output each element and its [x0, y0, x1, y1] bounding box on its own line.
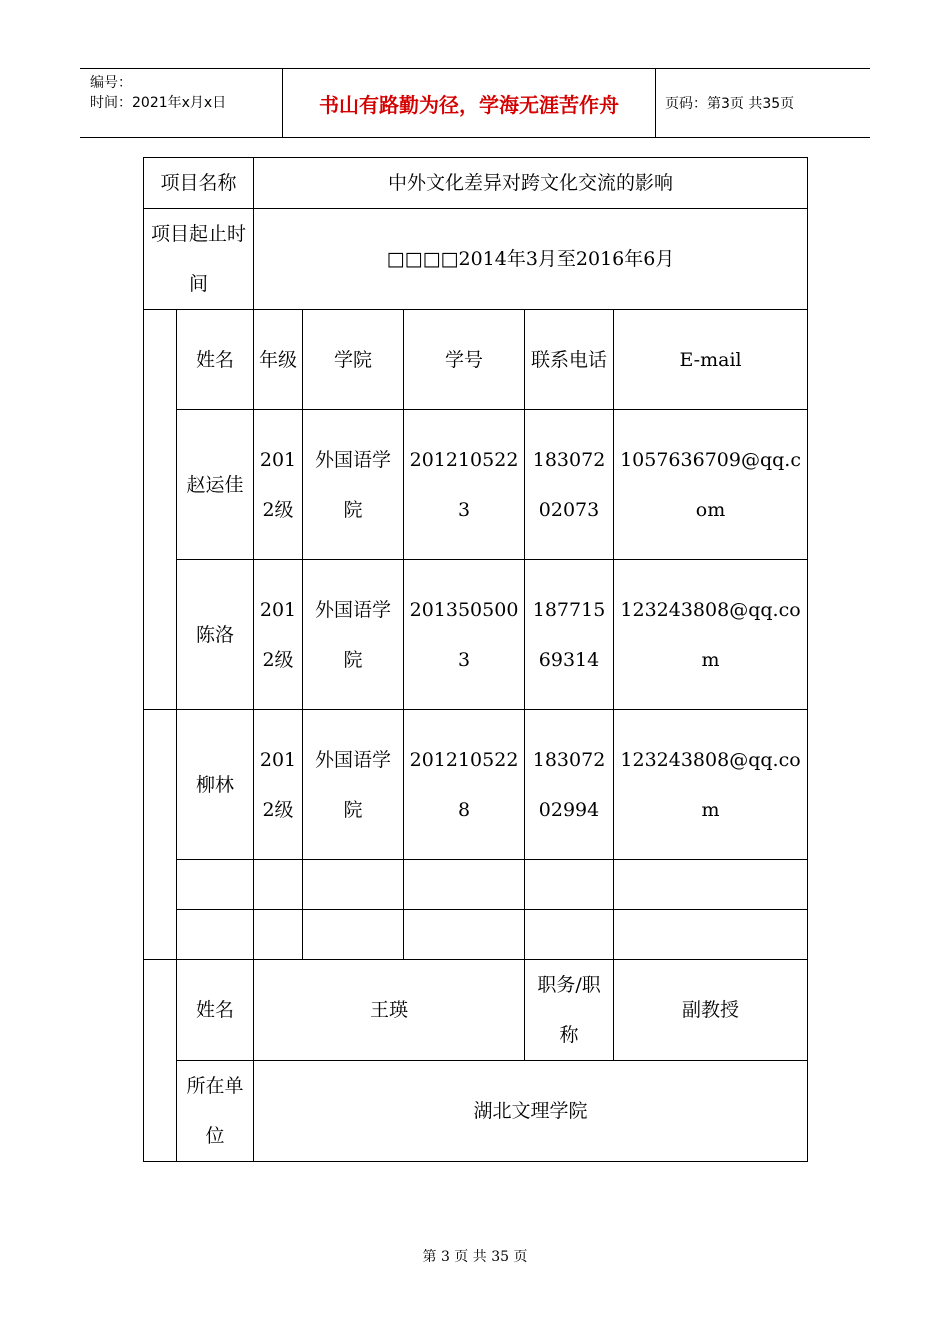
project-name-row	[144, 158, 808, 209]
members-side-cell	[144, 710, 177, 960]
empty-row	[144, 860, 808, 910]
project-name-value: 中外文化差异对跨文化交流的影响	[254, 158, 808, 209]
header-motto: 书山有路勤为径，学海无涯苦作舟	[319, 92, 619, 117]
advisor-title-value: 副教授	[614, 960, 808, 1061]
header-page-info: 页码：第3页 共35页	[665, 96, 795, 112]
member-name: 陈洛	[177, 560, 254, 710]
document-header	[80, 68, 870, 138]
header-name: 姓名	[177, 310, 254, 410]
project-period-row	[144, 209, 808, 310]
advisor-row	[144, 960, 808, 1061]
member-grade: 2012级	[254, 410, 303, 560]
advisor-side-cell	[144, 960, 177, 1162]
empty-row	[144, 910, 808, 960]
empty-cell	[177, 910, 254, 960]
members-header-row	[144, 310, 808, 410]
member-email: 123243808@qq.com	[614, 710, 808, 860]
member-college: 外国语学院	[303, 560, 404, 710]
advisor-name-value: 王瑛	[254, 960, 525, 1061]
member-student-id: 2012105223	[404, 410, 525, 560]
project-period-value: □□□□2014年3月至2016年6月	[254, 209, 808, 310]
table-row	[144, 560, 808, 710]
member-college: 外国语学院	[303, 410, 404, 560]
header-grade: 年级	[254, 310, 303, 410]
project-form-table	[143, 157, 808, 1162]
header-number: 编号：	[90, 75, 132, 91]
member-email: 123243808@qq.com	[614, 560, 808, 710]
header-time: 时间：2021年x月x日	[90, 95, 227, 111]
empty-cell	[525, 860, 614, 910]
header-student-id: 学号	[404, 310, 525, 410]
empty-cell	[404, 910, 525, 960]
member-student-id: 2013505003	[404, 560, 525, 710]
empty-cell	[254, 910, 303, 960]
empty-cell	[177, 860, 254, 910]
empty-cell	[404, 860, 525, 910]
member-phone: 18307202994	[525, 710, 614, 860]
advisor-name-label: 姓名	[177, 960, 254, 1061]
header-phone: 联系电话	[525, 310, 614, 410]
member-student-id: 2012105228	[404, 710, 525, 860]
advisor-title-label: 职务/职称	[525, 960, 614, 1061]
empty-cell	[614, 860, 808, 910]
empty-cell	[303, 860, 404, 910]
empty-cell	[525, 910, 614, 960]
members-side-cell	[144, 310, 177, 710]
member-email: 1057636709@qq.com	[614, 410, 808, 560]
project-period-label: 项目起止时间	[144, 209, 254, 310]
advisor-unit-row	[144, 1061, 808, 1162]
member-grade: 2012级	[254, 710, 303, 860]
member-grade: 2012级	[254, 560, 303, 710]
advisor-unit-label: 所在单位	[177, 1061, 254, 1162]
member-name: 柳林	[177, 710, 254, 860]
member-college: 外国语学院	[303, 710, 404, 860]
table-row	[144, 710, 808, 860]
empty-cell	[303, 910, 404, 960]
header-college: 学院	[303, 310, 404, 410]
empty-cell	[254, 860, 303, 910]
member-phone: 18771569314	[525, 560, 614, 710]
header-email: E-mail	[614, 310, 808, 410]
advisor-unit-value: 湖北文理学院	[254, 1061, 808, 1162]
page-footer: 第 3 页 共 35 页	[422, 1249, 528, 1265]
member-name: 赵运佳	[177, 410, 254, 560]
header-meta	[90, 73, 226, 113]
header-divider	[655, 69, 656, 137]
member-phone: 18307202073	[525, 410, 614, 560]
table-row	[144, 410, 808, 560]
empty-cell	[614, 910, 808, 960]
project-name-label: 项目名称	[144, 158, 254, 209]
